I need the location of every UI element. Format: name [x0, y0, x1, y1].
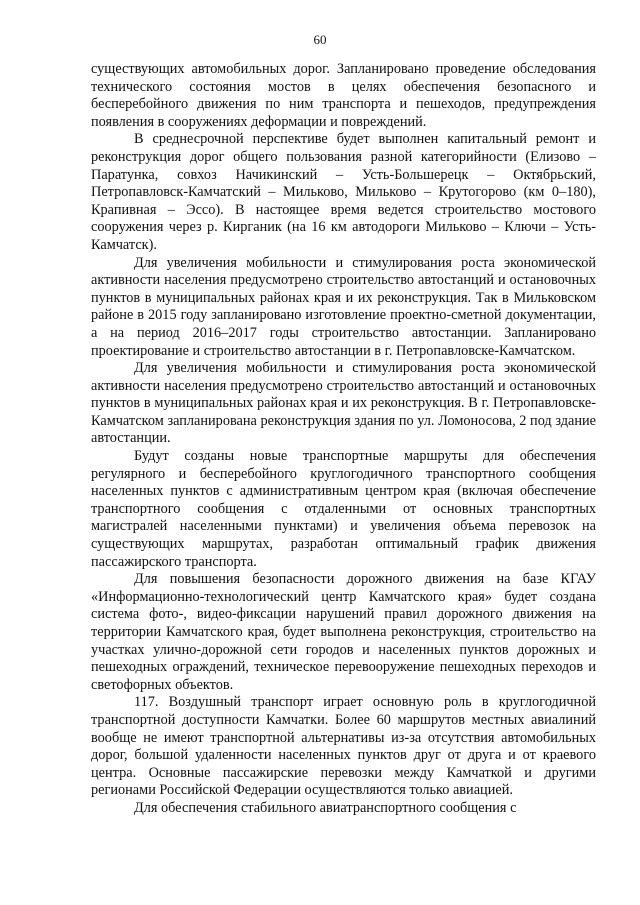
paragraph-traffic-safety: Для повышения безопасности дорожного движения на базе КГАУ «Информационно-технологический центр Камчатского края» будет создана система фото-, видео-фиксации нарушений правил дорожного движения на территории Камчатского края, будет выполнена реконструкция, строительство на участках улично-дорожной сети городов и населенных пунктов дорожных и пешеходных ограждений, техническое перевооружение пешеходных переходов и светофорных объектов. — [91, 571, 596, 693]
paragraph-bus-stations-milkovo: Для увеличения мобильности и стимулирования роста экономической активности населения предусмотрено строительство автостанций и остановочных пунктов в муниципальных районах края и их реконструкция. Так в Мильковском районе в 2015 году запланировано изготовление проектно-сметной документации, а на период 2016–2017 годы строительство автостанции. Запланировано проектирование и строительство автостанции в г. Петропавловске-Камчатском. — [91, 254, 596, 359]
paragraph-continuation: существующих автомобильных дорог. Запланировано проведение обследования технического состояния мостов в целях обеспечения безопасного и бесперебойного движения по ним транспорта и пешеходов, предупреждения появления в сооружениях деформации и повреждений. — [91, 61, 596, 130]
page-body — [91, 61, 596, 818]
paragraph-new-routes: Будут созданы новые транспортные маршруты для обеспечения регулярного и бесперебойного круглогодичного транспортного сообщения населенных пунктов с административным центром края (включая обеспечение транспортного сообщения с отдаленными от основных транспортных магистралей населенными пунктами) и увеличения объема перевозок на существующих маршрутах, разработан оптимальный график движения пассажирского транспорта. — [91, 448, 596, 570]
paragraph-road-reconstruction: В среднесрочной перспективе будет выполнен капитальный ремонт и реконструкция дорог общего пользования разной категорийности (Елизово – Паратунка, совхоз Начикинский – Усть-Большерецк – Октябрьский, Петропавловск-Камчатский – Мильково, Мильково – Крутогорово (км 0–180), Крапивная – Эссо). В настоящее время ведется строительство мостового сооружения через р. Кирганик (на 16 км автодороги Мильково – Ключи – Усть-Камчатск). — [91, 131, 596, 253]
paragraph-air-service-stability: Для обеспечения стабильного авиатранспортного сообщения с — [134, 799, 517, 816]
paragraph-air-transport: 117. Воздушный транспорт играет основную роль в круглогодичной транспортной доступности Камчатки. Более 60 маршрутов местных авиалиний вообще не имеют транспортной альтернативы из-за отсутствия автомобильных дорог, большой удаленности населенных пунктов друг от друга и от краевого центра. Основные пассажирские перевозки между Камчаткой и другими регионами Российской Федерации осуществляются только авиацией. — [91, 694, 596, 799]
paragraph-bus-station-lomonosova: Для увеличения мобильности и стимулирования роста экономической активности населения предусмотрено строительство автостанций и остановочных пунктов в муниципальных районах края и их реконструкция. В г. Петропавловске-Камчатском запланирована реконструкция здания по ул. Ломоносова, 2 под здание автостанции. — [91, 360, 596, 447]
page-number: 60 — [313, 32, 327, 47]
